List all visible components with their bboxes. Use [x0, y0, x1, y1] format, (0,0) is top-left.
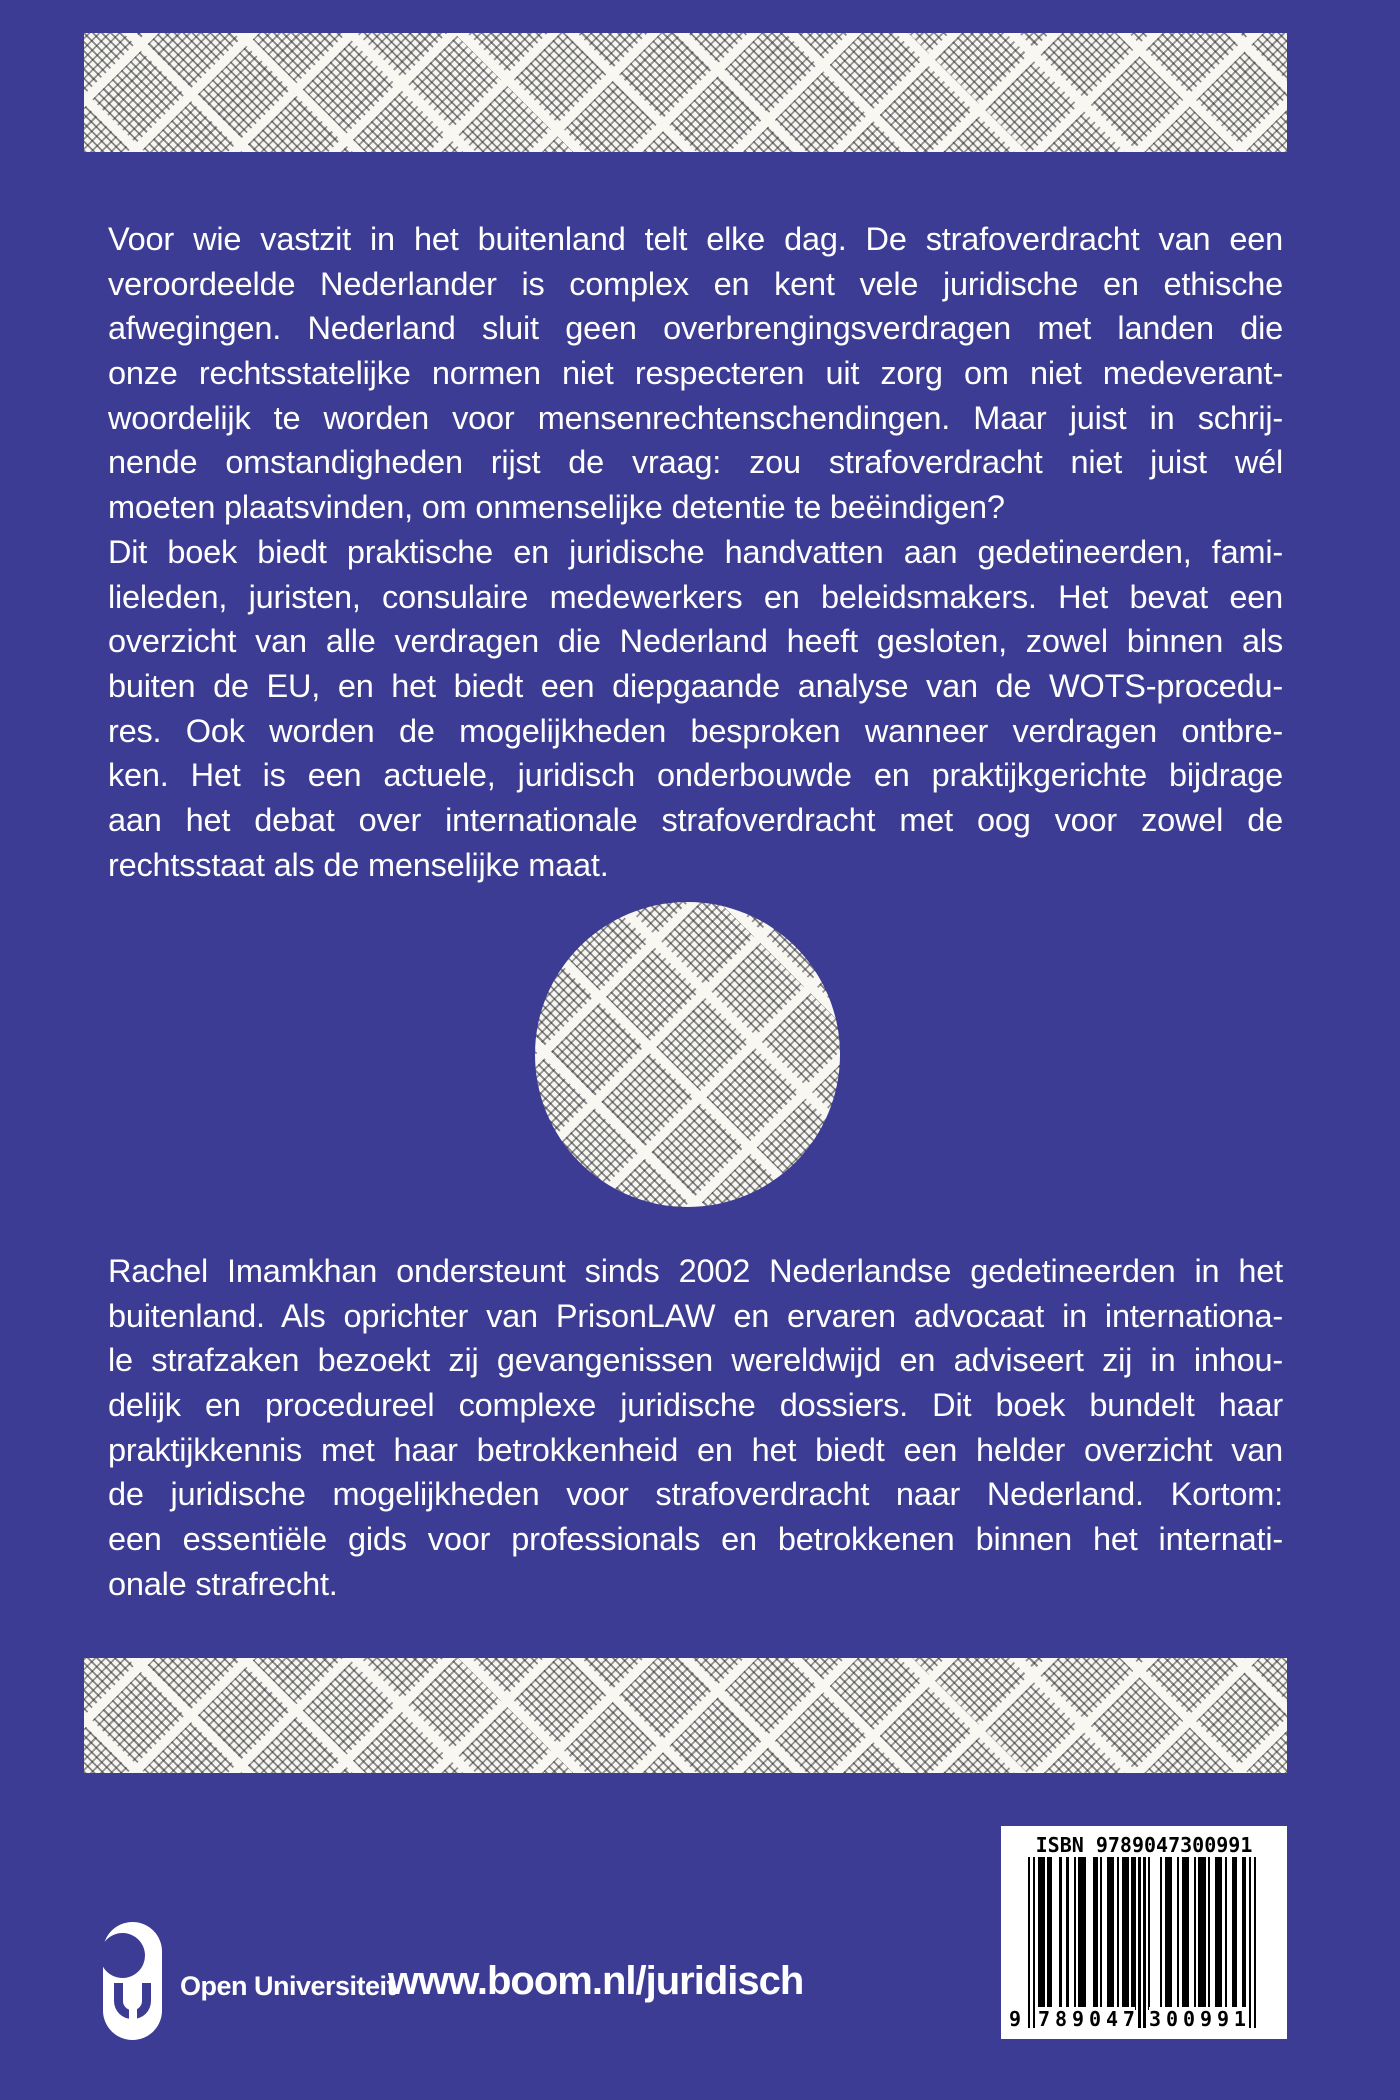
barcode-bar	[1066, 1857, 1068, 2010]
synopsis-subparagraph-2	[108, 530, 1283, 888]
barcode-bar	[1131, 1857, 1136, 2010]
text-line: nende omstandigheden rijst de vraag: zou strafoverdracht niet juist wél	[108, 444, 1283, 481]
barcode-bar	[1160, 1857, 1162, 2010]
ou-logo-u-shape-icon	[114, 1983, 151, 2019]
text-line: Rachel Imamkhan ondersteunt sinds 2002 Nederlandse gedetineerden in het	[108, 1253, 1283, 1289]
barcode-digit: 9	[1216, 2007, 1229, 2031]
barcode-digit: 9	[1071, 2007, 1085, 2031]
barcode-digit: 0	[1182, 2007, 1196, 2031]
text-line: buiten de EU, en het biedt een diepgaande analyse van de WOTS-procedu-	[108, 667, 1283, 704]
newsprint-strip-bottom	[84, 1658, 1287, 1773]
barcode-bar	[1143, 1857, 1145, 2028]
barcode-digit: 0	[1088, 2007, 1101, 2031]
barcode-bar	[1198, 1857, 1205, 2010]
barcode-digit: 7	[1038, 2007, 1051, 2031]
barcode-panel	[1001, 1826, 1287, 2039]
text-line: Dit boek biedt praktische en juridische handvatten aan gedetineerden, fami-	[108, 533, 1283, 570]
barcode-bar	[1194, 1857, 1196, 2010]
text-line: le strafzaken bezoekt zij gevangenissen wereldwijd en adviseert zij in inhou-	[108, 1342, 1283, 1379]
text-line: onze rechtsstatelijke normen niet respecteren uit zorg om niet medeverant-	[108, 355, 1283, 392]
text-line: woordelijk te worden voor mensenrechtenschendingen. Maar juist in schrij-	[108, 399, 1283, 436]
open-universiteit-logo-icon	[103, 1922, 162, 2040]
ou-logo-o-circle-icon	[100, 1933, 145, 1978]
barcode-bar	[1074, 1857, 1076, 2010]
barcode-bar	[1117, 1857, 1119, 2010]
barcode-bar	[1033, 1857, 1035, 2028]
barcode-bar	[1100, 1857, 1102, 2010]
barcode-bar	[1225, 1857, 1227, 2010]
text-line: een essentiële gids voor professionals en betrokkenen binnen het internati-	[108, 1521, 1283, 1558]
barcode-bar	[1028, 1857, 1030, 2028]
barcode-bar	[1165, 1857, 1172, 2010]
barcode-digit: 4	[1105, 2007, 1118, 2031]
text-line: praktijkkennis met haar betrokkenheid en het biedt een helder overzicht van	[108, 1431, 1283, 1468]
barcode-bar	[1249, 1857, 1251, 2028]
barcode-bar	[1242, 1857, 1247, 2010]
barcode-digit: 1	[1233, 2007, 1246, 2031]
text-line: onale strafrecht.	[108, 1565, 338, 1602]
synopsis-paragraph-1	[108, 217, 1283, 887]
website-url: www.boom.nl/juridisch	[388, 1959, 804, 2003]
barcode-bar	[1093, 1857, 1098, 2010]
barcode-bar	[1232, 1857, 1237, 2010]
barcode-bar	[1107, 1857, 1114, 2010]
barcode-digit-group-1	[1038, 2007, 1135, 2031]
barcode-bar	[1182, 1857, 1189, 2010]
barcode-bars	[1028, 1857, 1256, 2028]
barcode-digit-group-2	[1149, 2007, 1246, 2031]
barcode-bar	[1059, 1857, 1061, 2010]
barcode-bar	[1038, 1857, 1045, 2010]
isbn-label: ISBN 9789047300991	[1035, 1833, 1253, 1857]
barcode-digit: 3	[1149, 2007, 1162, 2031]
text-line: buitenland. Als oprichter van PrisonLAW en ervaren advocaat in internationa-	[108, 1297, 1283, 1334]
text-line: res. Ook worden de mogelijkheden besproken wanneer verdragen ontbre-	[108, 712, 1283, 749]
text-line: afwegingen. Nederland sluit geen overbrengingsverdragen met landen die	[108, 310, 1283, 347]
barcode-bar	[1078, 1857, 1085, 2010]
barcode-digit: 0	[1165, 2007, 1179, 2031]
barcode-bar	[1148, 1857, 1150, 2010]
barcode-bar	[1047, 1857, 1052, 2010]
barcode-digit: 8	[1054, 2007, 1068, 2031]
newsprint-circle-medallion	[535, 902, 840, 1207]
barcode-digit: 9	[1199, 2007, 1212, 2031]
author-bio-paragraph	[108, 1249, 1283, 1607]
text-line: veroordeelde Nederlander is complex en kent vele juridische en ethische	[108, 265, 1283, 302]
barcode-bar	[1215, 1857, 1222, 2010]
synopsis-subparagraph-1	[108, 217, 1283, 530]
text-line: lieleden, juristen, consulaire medewerkers en beleidsmakers. Het bevat een	[108, 578, 1283, 615]
text-line: Voor wie vastzit in het buitenland telt elke dag. De strafoverdracht van een	[108, 221, 1283, 257]
text-line: moeten plaatsvinden, om onmenselijke detentie te beëindigen?	[108, 489, 1005, 526]
publisher-name: Open Universiteit	[180, 1971, 396, 2001]
barcode-digits	[1001, 2007, 1287, 2033]
author-bio-lines	[108, 1249, 1283, 1607]
barcode-bar	[1122, 1857, 1129, 2010]
barcode-bar	[1254, 1857, 1256, 2028]
barcode-digit-first: 9	[1009, 2007, 1022, 2031]
newsprint-strip-top	[84, 33, 1287, 152]
text-line: de juridische mogelijkheden voor strafoverdracht naar Nederland. Kortom:	[108, 1476, 1283, 1513]
barcode-bar	[1138, 1857, 1140, 2028]
text-line: aan het debat over internationale strafoverdracht met oog voor zowel de	[108, 801, 1283, 838]
barcode-bar	[1177, 1857, 1179, 2010]
barcode-digit: 7	[1122, 2007, 1135, 2031]
text-line: rechtsstaat als de menselijke maat.	[108, 846, 609, 883]
text-line: delijk en procedureel complexe juridische dossiers. Dit boek bundelt haar	[108, 1387, 1283, 1424]
barcode-bar	[1208, 1857, 1210, 2010]
text-line: overzicht van alle verdragen die Nederland heeft gesloten, zowel binnen als	[108, 623, 1283, 660]
text-line: ken. Het is een actuele, juridisch onderbouwde en praktijkgerichte bijdrage	[108, 757, 1283, 794]
